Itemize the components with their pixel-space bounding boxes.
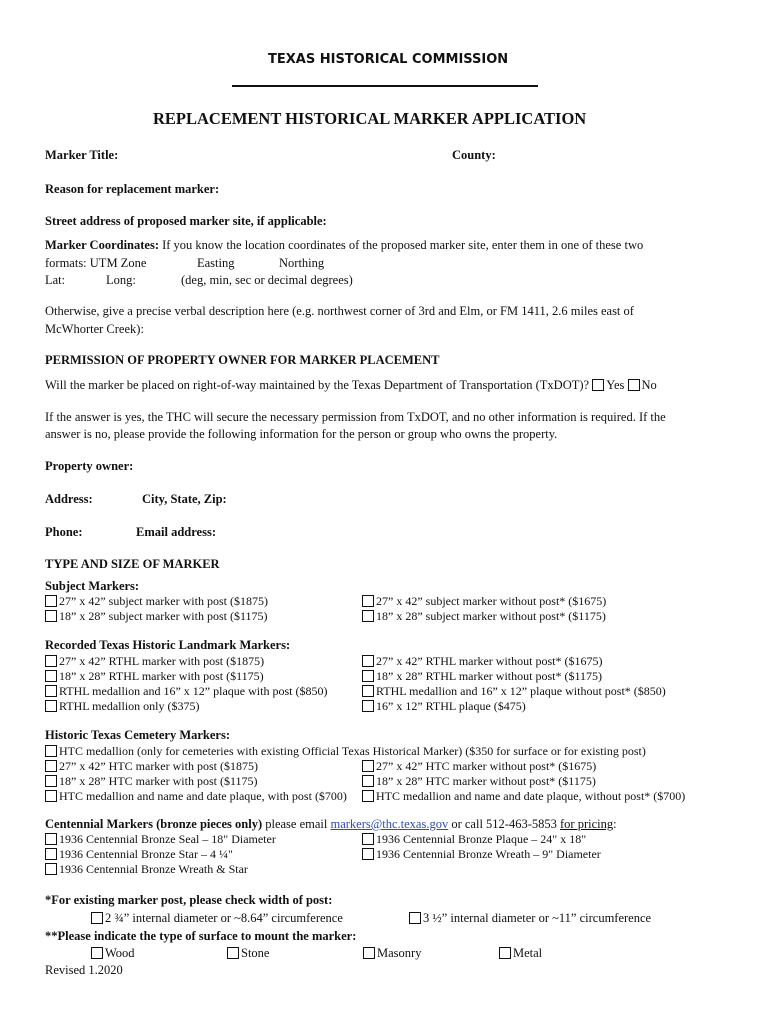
- checkbox-option[interactable]: 1936 Centennial Bronze Wreath & Star: [45, 862, 276, 877]
- centennial-colon: :: [613, 817, 617, 831]
- centennial-heading: Centennial Markers (bronze pieces only): [45, 817, 263, 831]
- checkbox-option[interactable]: 27” x 42” HTC marker with post ($1875): [45, 759, 347, 774]
- no-label: No: [641, 378, 657, 392]
- checkbox[interactable]: [45, 760, 57, 772]
- cemetery-left-list: [45, 759, 347, 804]
- rthl-heading: Recorded Texas Historic Landmark Markers:: [45, 638, 291, 652]
- property-owner-label[interactable]: Property owner:: [45, 459, 134, 473]
- lat-label[interactable]: Lat:: [45, 273, 66, 287]
- cemetery-right-list: [362, 759, 685, 804]
- checkbox-option[interactable]: HTC medallion and name and date plaque, with post ($700): [45, 789, 347, 804]
- marker-title-label[interactable]: Marker Title:: [45, 148, 119, 162]
- city-state-zip-label[interactable]: City, State, Zip:: [142, 492, 227, 506]
- centennial-left-list: [45, 832, 276, 877]
- easting-label[interactable]: Easting: [197, 256, 235, 270]
- checkbox[interactable]: [362, 833, 374, 845]
- checkbox[interactable]: [45, 775, 57, 787]
- checkbox[interactable]: [45, 863, 57, 875]
- utm-zone-label[interactable]: formats: UTM Zone: [45, 256, 147, 270]
- checkbox[interactable]: [45, 833, 57, 845]
- coordinates-label: Marker Coordinates:: [45, 238, 159, 252]
- checkbox-option[interactable]: 27” x 42” RTHL marker without post* ($1675): [362, 654, 666, 669]
- rthl-right-list: [362, 654, 666, 714]
- email-label[interactable]: Email address:: [136, 525, 216, 539]
- centennial-right-list: [362, 832, 601, 862]
- post-width-heading: *For existing marker post, please check width of post:: [45, 893, 333, 907]
- county-label[interactable]: County:: [452, 148, 496, 162]
- checkbox[interactable]: [362, 760, 374, 772]
- phone-label[interactable]: Phone:: [45, 525, 83, 539]
- no-checkbox[interactable]: [628, 379, 640, 391]
- verbal-description-label: Otherwise, give a precise verbal description here (e.g. northwest corner of 3rd and Elm, or FM 1411, 2.6 miles east of: [45, 304, 634, 318]
- checkbox-option[interactable]: 1936 Centennial Bronze Seal – 18" Diameter: [45, 832, 276, 847]
- checkbox-option[interactable]: RTHL medallion only ($375): [45, 699, 327, 714]
- checkbox[interactable]: [45, 848, 57, 860]
- page-title: REPLACEMENT HISTORICAL MARKER APPLICATION: [153, 109, 587, 128]
- checkbox[interactable]: [362, 655, 374, 667]
- checkbox[interactable]: [45, 655, 57, 667]
- post-option-2[interactable]: 3 ½” internal diameter or ~11” circumference: [409, 911, 651, 926]
- cemetery-heading: Historic Texas Cemetery Markers:: [45, 728, 231, 742]
- rthl-left-list: [45, 654, 327, 714]
- checkbox-option[interactable]: 1936 Centennial Bronze Wreath – 9" Diameter: [362, 847, 601, 862]
- long-label[interactable]: Long:: [106, 273, 136, 287]
- checkbox-option[interactable]: 1936 Centennial Bronze Star – 4 ¼": [45, 847, 276, 862]
- checkbox-option[interactable]: 18” x 28” RTHL marker without post* ($1175): [362, 669, 666, 684]
- checkbox[interactable]: [499, 947, 511, 959]
- checkbox-option[interactable]: 27” x 42” subject marker with post ($1875): [45, 594, 268, 609]
- centennial-email-link[interactable]: markers@thc.texas.gov: [330, 817, 449, 831]
- verbal-description-label-2[interactable]: McWhorter Creek):: [45, 322, 144, 336]
- checkbox-option[interactable]: 18” x 28” subject marker without post* ($1175): [362, 609, 606, 624]
- header-rule: [232, 85, 538, 87]
- checkbox[interactable]: [45, 700, 57, 712]
- centennial-pricing: for pricing: [560, 817, 614, 831]
- checkbox-option[interactable]: 16” x 12” RTHL plaque ($475): [362, 699, 666, 714]
- checkbox[interactable]: [362, 670, 374, 682]
- coordinates-text: If you know the location coordinates of the proposed marker site, enter them in one of these two: [162, 238, 644, 252]
- reason-label[interactable]: Reason for replacement marker:: [45, 182, 220, 196]
- checkbox[interactable]: [91, 912, 103, 924]
- coordinates-line: [45, 238, 643, 253]
- checkbox[interactable]: [362, 610, 374, 622]
- checkbox-option[interactable]: 18” x 28” subject marker with post ($1175): [45, 609, 268, 624]
- centennial-call: or call 512-463-5853: [451, 817, 557, 831]
- checkbox-option[interactable]: 27” x 42” subject marker without post* ($1675): [362, 594, 606, 609]
- yes-label: Yes: [606, 378, 625, 392]
- checkbox[interactable]: [362, 775, 374, 787]
- checkbox-option[interactable]: 27” x 42” HTC marker without post* ($1675): [362, 759, 685, 774]
- checkbox[interactable]: [362, 700, 374, 712]
- checkbox-option[interactable]: HTC medallion and name and date plaque, without post* ($700): [362, 789, 685, 804]
- agency-name: TEXAS HISTORICAL COMMISSION: [268, 52, 509, 67]
- northing-label[interactable]: Northing: [279, 256, 325, 270]
- checkbox[interactable]: [45, 670, 57, 682]
- txdot-question: [45, 378, 657, 393]
- subject-right-list: [362, 594, 606, 624]
- checkbox[interactable]: [362, 595, 374, 607]
- checkbox-option[interactable]: 18” x 28” RTHL marker with post ($1175): [45, 669, 327, 684]
- subject-left-list: [45, 594, 268, 624]
- checkbox[interactable]: [362, 790, 374, 802]
- checkbox[interactable]: [362, 685, 374, 697]
- checkbox[interactable]: [45, 685, 57, 697]
- checkbox[interactable]: [409, 912, 421, 924]
- checkbox-option[interactable]: RTHL medallion and 16” x 12” plaque with post ($850): [45, 684, 327, 699]
- surface-wood[interactable]: Wood: [91, 946, 135, 961]
- permission-info-1: If the answer is yes, the THC will secure the necessary permission from TxDOT, and no other information is required. If the: [45, 410, 666, 424]
- centennial-email-pre: please email: [265, 817, 328, 831]
- checkbox[interactable]: [45, 595, 57, 607]
- checkbox[interactable]: [362, 848, 374, 860]
- revised-date: Revised 1.2020: [45, 963, 123, 977]
- surface-masonry[interactable]: Masonry: [363, 946, 421, 961]
- checkbox[interactable]: [45, 745, 57, 757]
- checkbox-option[interactable]: 27” x 42” RTHL marker with post ($1875): [45, 654, 327, 669]
- checkbox-option[interactable]: 1936 Centennial Bronze Plaque – 24" x 18": [362, 832, 601, 847]
- type-size-heading: TYPE AND SIZE OF MARKER: [45, 557, 220, 571]
- permission-info-2: answer is no, please provide the following information for the person or group who owns the property.: [45, 427, 558, 441]
- centennial-heading-line: [45, 817, 617, 832]
- checkbox[interactable]: [45, 790, 57, 802]
- checkbox[interactable]: [45, 610, 57, 622]
- txdot-question-text: Will the marker be placed on right-of-way maintained by the Texas Department of Transportation (TxDOT)?: [45, 378, 590, 392]
- cemetery-full-option[interactable]: HTC medallion (only for cemeteries with existing Official Texas Historical Marker) ($350 for surface or for existing post): [45, 744, 646, 759]
- surface-metal[interactable]: Metal: [499, 946, 542, 961]
- checkbox[interactable]: [91, 947, 103, 959]
- degrees-note: (deg, min, sec or decimal degrees): [181, 273, 353, 287]
- surface-stone[interactable]: Stone: [227, 946, 269, 961]
- street-address-label[interactable]: Street address of proposed marker site, if applicable:: [45, 214, 327, 228]
- post-option-1[interactable]: 2 ¾” internal diameter or ~8.64” circumference: [91, 911, 343, 926]
- checkbox-option[interactable]: 18” x 28” HTC marker without post* ($1175): [362, 774, 685, 789]
- subject-heading: Subject Markers:: [45, 579, 140, 593]
- surface-heading: **Please indicate the type of surface to mount the marker:: [45, 929, 357, 943]
- checkbox[interactable]: [227, 947, 239, 959]
- checkbox-option[interactable]: 18” x 28” HTC marker with post ($1175): [45, 774, 347, 789]
- yes-checkbox[interactable]: [592, 379, 604, 391]
- address-label[interactable]: Address:: [45, 492, 93, 506]
- checkbox-option[interactable]: RTHL medallion and 16” x 12” plaque without post* ($850): [362, 684, 666, 699]
- permission-heading: PERMISSION OF PROPERTY OWNER FOR MARKER PLACEMENT: [45, 353, 440, 367]
- checkbox[interactable]: [363, 947, 375, 959]
